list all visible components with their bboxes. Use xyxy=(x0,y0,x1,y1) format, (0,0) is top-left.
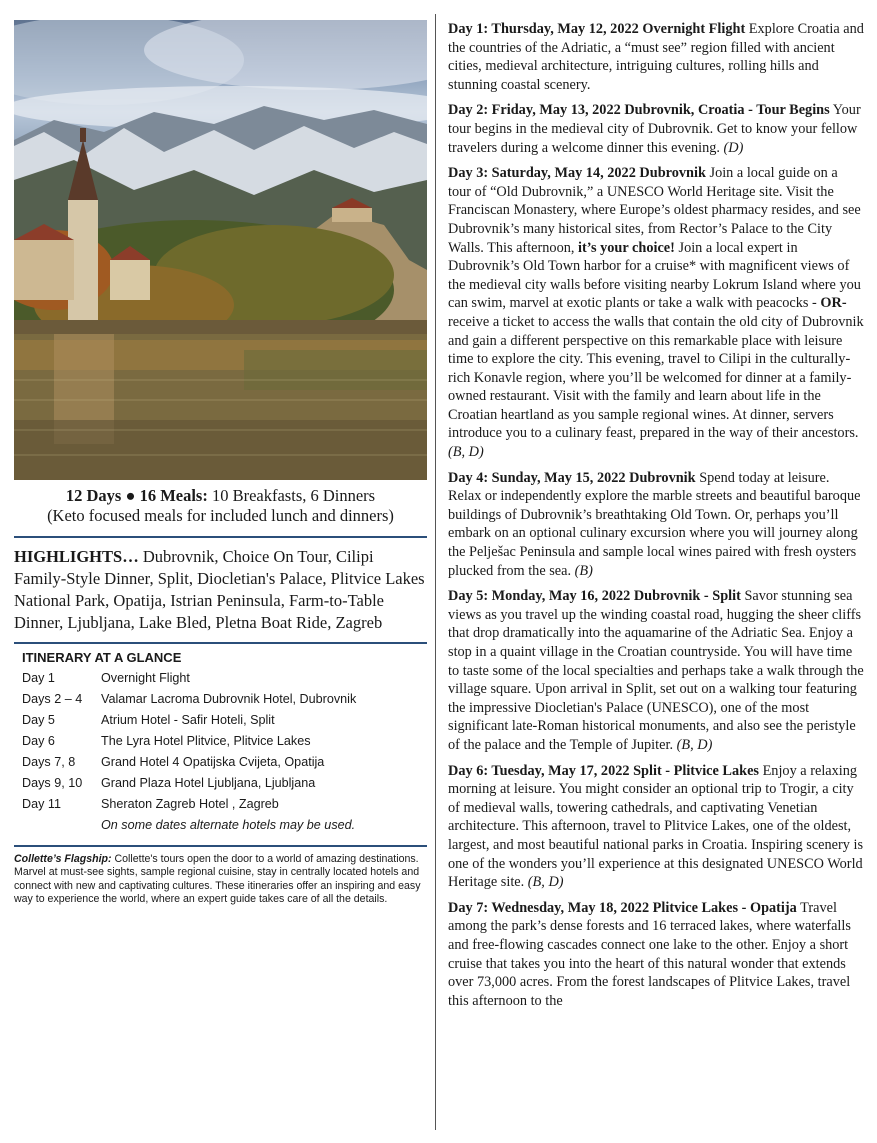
glance-day: Day 5 xyxy=(22,713,55,727)
day-heading: Day 6: Tuesday, May 17, 2022 Split - Plitvice Lakes xyxy=(448,762,759,779)
lake-bled-photo xyxy=(14,20,427,480)
day-body: Spend today at leisure. Relax or independently explore the marble streets and beautiful baroque buildings of Dubrovnik’s breathtaking Old Town. Or, perhaps you’ll embark on an optional culinary excursion where you will journey along the Pelješac Peninsula and sample local wines paired with fresh oysters plucked from the sea. xyxy=(448,469,861,579)
meal-codes: (B, D) xyxy=(448,444,484,461)
highlights-label: HIGHLIGHTS… xyxy=(14,547,139,566)
glance-day: Day 1 xyxy=(22,671,55,685)
glance-table xyxy=(22,668,356,815)
meal-codes: (B) xyxy=(574,562,593,579)
day-body: Your tour begins in the medieval city of Dubrovnik. Get to know your fellow travelers during a welcome dinner this evening. xyxy=(448,102,861,156)
meal-codes: (B, D) xyxy=(527,874,564,891)
day-heading: Day 4: Sunday, May 15, 2022 Dubrovnik xyxy=(448,469,696,486)
glance-row xyxy=(22,794,356,815)
column-divider xyxy=(435,14,436,1130)
day-body: Savor stunning sea views as you travel up the winding coastal road, hugging the sheer cliffs that drop dramatically into the aquamarine of the Adriatic Sea. Enjoy a stop in a quaint village in the Croatian countryside. You will have time to taste some of the local specialties and perhaps take a walk through the village square. Upon arrival in Split, set out on a walking tour featuring the impressive Diocletian's Palace (UNESCO), one of the most significant late-Roman historical monuments, and also see the peristyle of the palace and the Temple of Jupiter. xyxy=(448,588,864,753)
glance-row xyxy=(22,773,356,794)
day-entry xyxy=(448,101,864,157)
glance-hotel: Overnight Flight xyxy=(101,671,190,685)
meals-detail: 10 Breakfasts, 6 Dinners xyxy=(211,486,376,505)
meal-codes: (B, D) xyxy=(676,736,713,753)
glance-day: Days 9, 10 xyxy=(22,776,83,790)
glance-hotel: Valamar Lacroma Dubrovnik Hotel, Dubrovnik xyxy=(101,692,357,706)
glance-hotel: The Lyra Hotel Plitvice, Plitvice Lakes xyxy=(101,734,311,748)
glance-hotel: Grand Hotel 4 Opatijska Cvijeta, Opatija xyxy=(101,755,325,769)
day-entry xyxy=(448,20,864,94)
day-entry xyxy=(448,587,864,754)
days-count: 12 Days xyxy=(65,486,122,505)
day-entry xyxy=(448,899,864,1011)
day-body: Enjoy a relaxing morning at leisure. You might consider an optional trip to Trogir, a city of medieval walls, towering cathedrals, and captivating Venetian architecture. This afternoon, travel to Plitvice Lakes, one of the oldest, largest, and most beautiful national parks in Croatia. Inspiring scenery is one of the wonders you’ll experience at this designated UNESCO World Heritage site. xyxy=(448,762,864,891)
day-body: receive a ticket to access the walls that contain the old city of Dubrovnik and gain a different perspective on this remarkable place with leisure time to explore the city. This evening, travel to Cilipi in the culturally-rich Konavle region, where you’ll be welcomed for dinner at a family-owned restaurant. Visit with the family and learn about life in the Croatian heartland as you sample regional wines. At dinner, servers introduce you to a culinary feast, prepared in the way of their ancestors. xyxy=(448,313,864,442)
day-body: Travel among the park’s dense forests and 16 terraced lakes, where waterfalls and free-flowing cascades connect one lake to the other. Enjoy a short cruise that takes you into the heart of this natural wonder that extends over 73,000 acres. From the forest landscapes of Plitvice Lakes, travel this afternoon to the xyxy=(448,899,851,1009)
flagship-label: Collette’s Flagship: xyxy=(14,853,112,865)
day-entry xyxy=(448,762,864,892)
day-heading: Day 7: Wednesday, May 18, 2022 Plitvice Lakes - Opatija xyxy=(448,899,797,916)
itinerary-at-a-glance xyxy=(14,644,427,845)
meal-codes: (D) xyxy=(723,139,744,156)
glance-row xyxy=(22,689,356,710)
glance-hotel: Atrium Hotel - Safir Hoteli, Split xyxy=(101,713,275,727)
choice-highlight: it’s your choice! xyxy=(578,239,675,256)
trip-summary xyxy=(14,486,427,526)
highlights-text: Dubrovnik, Choice On Tour, Cilipi Family-Style Dinner, Split, Diocletian's Palace, Plitvice Lakes National Park, Opatija, Istrian Peninsula, Farm-to-Table Dinner, Ljubljana, Lake Bled, Pletna Boat Ride, Zagreb xyxy=(14,547,425,632)
day-heading: Day 2: Friday, May 13, 2022 Dubrovnik, Croatia - Tour Begins xyxy=(448,102,830,119)
glance-row xyxy=(22,731,356,752)
left-column xyxy=(14,20,427,907)
glance-row xyxy=(22,752,356,773)
glance-day: Days 2 – 4 xyxy=(22,692,83,706)
highlights-section xyxy=(14,538,427,642)
glance-day: Day 6 xyxy=(22,734,55,748)
day-entry xyxy=(448,469,864,581)
glance-row xyxy=(22,710,356,731)
flagship-text: Collette's tours open the door to a world of amazing destinations. Marvel at must-see sights, sample regional cuisine, stay in centrally located hotels and connect with new and captivating cultures. These itineraries offer an inspiring and easy way to experience the world, where an expert guide takes care of all the details. xyxy=(14,853,421,906)
glance-day: Days 7, 8 xyxy=(22,755,76,769)
day-heading: Day 5: Monday, May 16, 2022 Dubrovnik - Split xyxy=(448,588,741,605)
or-highlight: OR- xyxy=(820,295,847,312)
flagship-section xyxy=(14,847,427,907)
meals-label: 16 Meals: xyxy=(139,486,208,505)
glance-day: Day 11 xyxy=(22,797,61,811)
glance-row xyxy=(22,668,356,689)
alternate-hotels-note: On some dates alternate hotels may be used. xyxy=(101,818,356,832)
day-heading: Day 1: Thursday, May 12, 2022 Overnight Flight xyxy=(448,21,746,37)
day-entry xyxy=(448,164,864,462)
day-heading: Day 3: Saturday, May 14, 2022 Dubrovnik xyxy=(448,165,706,182)
bullet-glyph: ● xyxy=(125,486,136,505)
keto-note: (Keto focused meals for included lunch and dinners) xyxy=(47,506,394,525)
day-body: Join a local expert in Dubrovnik’s Old Town harbor for a cruise* with magnificent views of the medieval city walls before visiting nearby Lokrum Island where you can swim, marvel at exotic plants or take a walk with peacocks - xyxy=(448,239,861,312)
glance-hotel: Sheraton Zagreb Hotel , Zagreb xyxy=(101,797,279,811)
day-body: Explore Croatia and the countries of the Adriatic, a “must see” region filled with ancient cities, medieval architecture, intriguing cultures, rolling hills and stunning coastal scenery. xyxy=(448,21,864,93)
day-body: Join a local guide on a tour of “Old Dubrovnik,” a UNESCO World Heritage site. Visit the Franciscan Monastery, where Europe’s oldest pharmacy resides, and see Dubrovnik’s many historical sites, from Rector’s Palace to the City Walls. This afternoon, xyxy=(448,165,861,256)
day-by-day-itinerary xyxy=(448,20,864,1017)
glance-title: ITINERARY AT A GLANCE xyxy=(22,650,182,665)
glance-hotel: Grand Plaza Hotel Ljubljana, Ljubljana xyxy=(101,776,316,790)
